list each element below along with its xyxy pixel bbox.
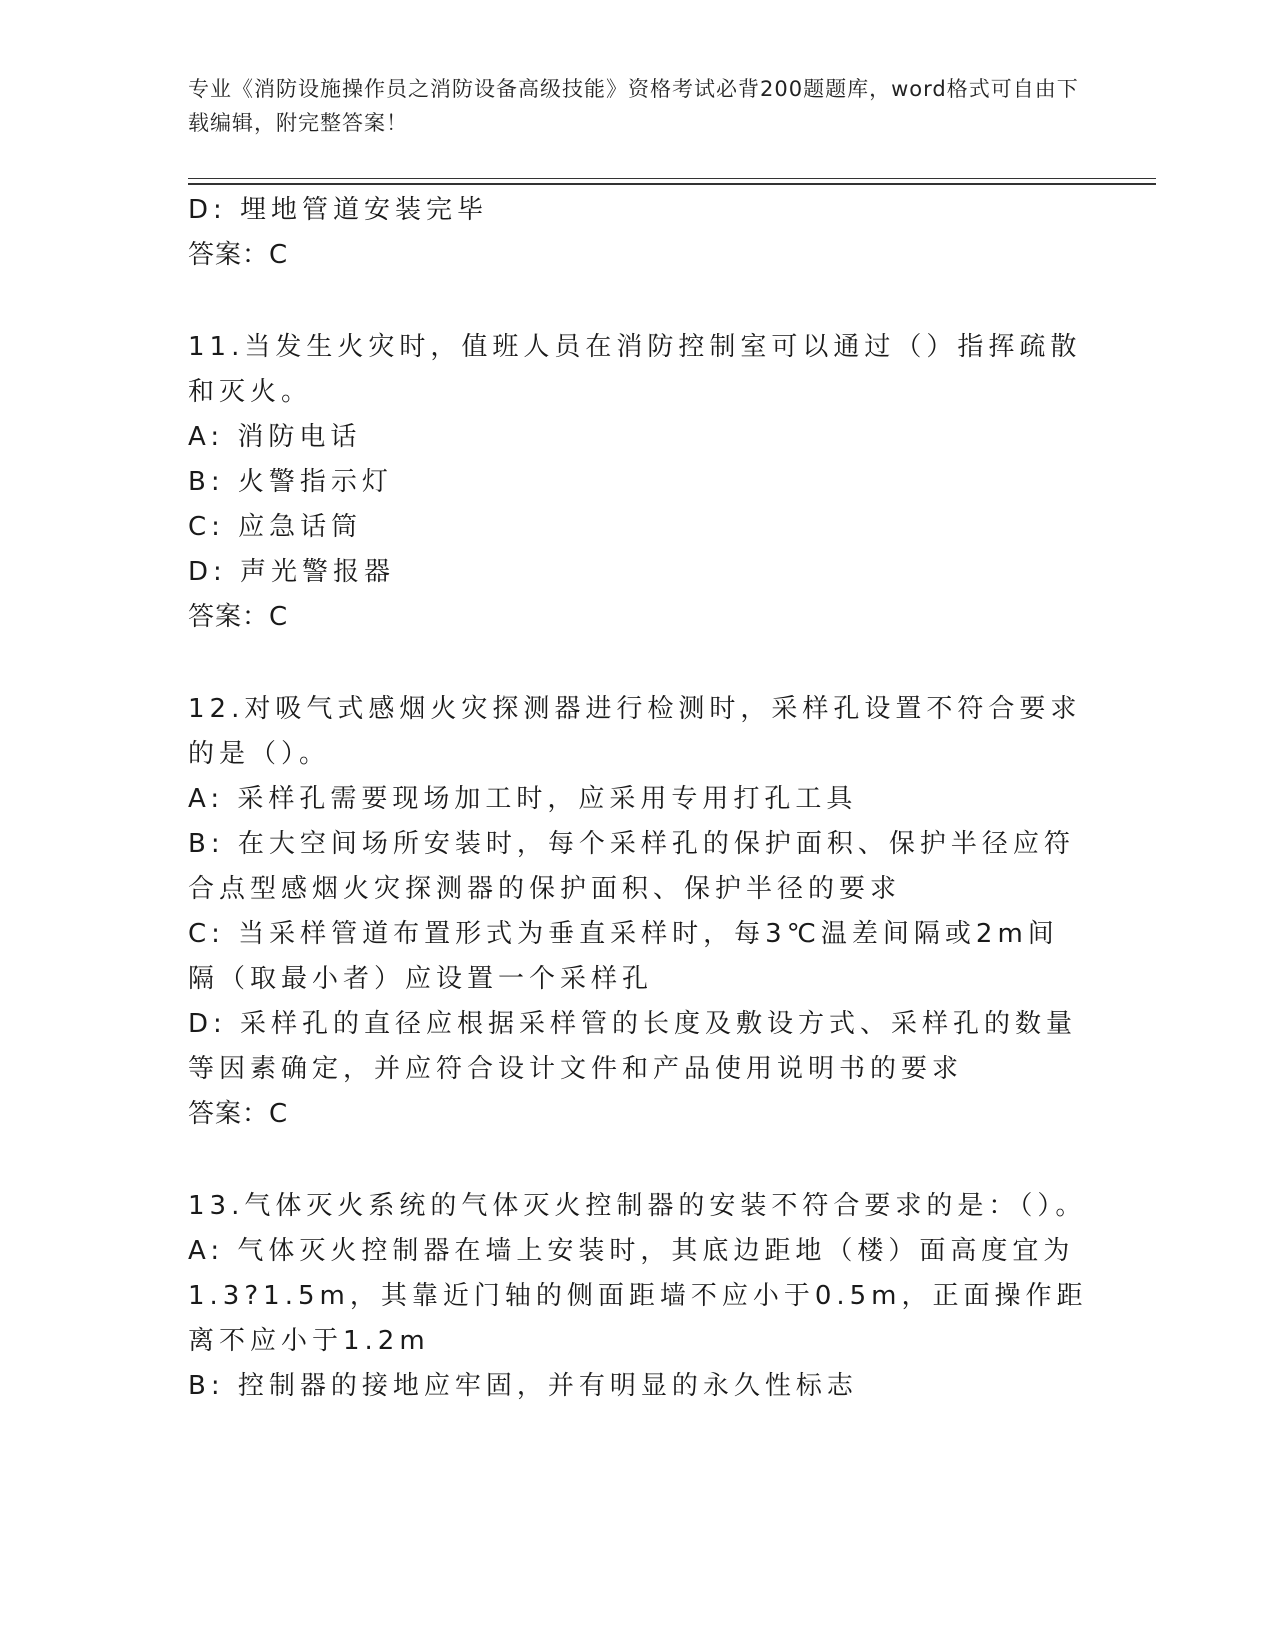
q11-option-c: C: 应急话筒: [188, 512, 363, 542]
q11-option-b: B: 火警指示灯: [188, 467, 393, 497]
spacer: [188, 1137, 1088, 1184]
document-body: [188, 188, 1088, 1409]
q11-answer: 答案：C: [188, 602, 289, 632]
document-header: 专业《消防设施操作员之消防设备高级技能》资格考试必背200题题库，word格式可自由下载编辑，附完整答案！: [188, 77, 1079, 135]
header-divider-thin: [188, 178, 1156, 179]
q10-answer: 答案：C: [188, 240, 289, 270]
q12-option-c: C: 当采样管道布置形式为垂直采样时，每3℃温差间隔或2m间隔（取最小者）应设置一个采样孔: [188, 919, 1059, 994]
q11-question: 11.当发生火灾时，值班人员在消防控制室可以通过（）指挥疏散和灭火。: [188, 332, 1082, 407]
q12-question: 12.对吸气式感烟火灾探测器进行检测时，采样孔设置不符合要求的是（）。: [188, 694, 1082, 769]
q12-answer: 答案：C: [188, 1099, 289, 1129]
q12-option-d: D: 采样孔的直径应根据采样管的长度及敷设方式、采样孔的数量等因素确定，并应符合设计文件和产品使用说明书的要求: [188, 1009, 1078, 1084]
q13-option-b: B: 控制器的接地应牢固，并有明显的永久性标志: [188, 1371, 858, 1401]
q12-option-b: B: 在大空间场所安装时，每个采样孔的保护面积、保护半径应符合点型感烟火灾探测器的保护面积、保护半径的要求: [188, 829, 1075, 904]
q11-option-a: A: 消防电话: [188, 422, 362, 452]
header-divider-thick: [188, 183, 1156, 185]
q13-question: 13.气体灭火系统的气体灭火控制器的安装不符合要求的是：（）。: [188, 1191, 1087, 1221]
spacer: [188, 640, 1088, 687]
q13-option-a: A: 气体灭火控制器在墙上安装时，其底边距地（楼）面高度宜为1.3?1.5m，其靠近门轴的侧面距墙不应小于0.5m，正面操作距离不应小于1.2m: [188, 1236, 1088, 1356]
q11-option-d: D: 声光警报器: [188, 557, 396, 587]
spacer: [188, 278, 1088, 325]
q12-option-a: A: 采样孔需要现场加工时，应采用专用打孔工具: [188, 784, 858, 814]
q10-option-d: D: 埋地管道安装完毕: [188, 195, 489, 225]
